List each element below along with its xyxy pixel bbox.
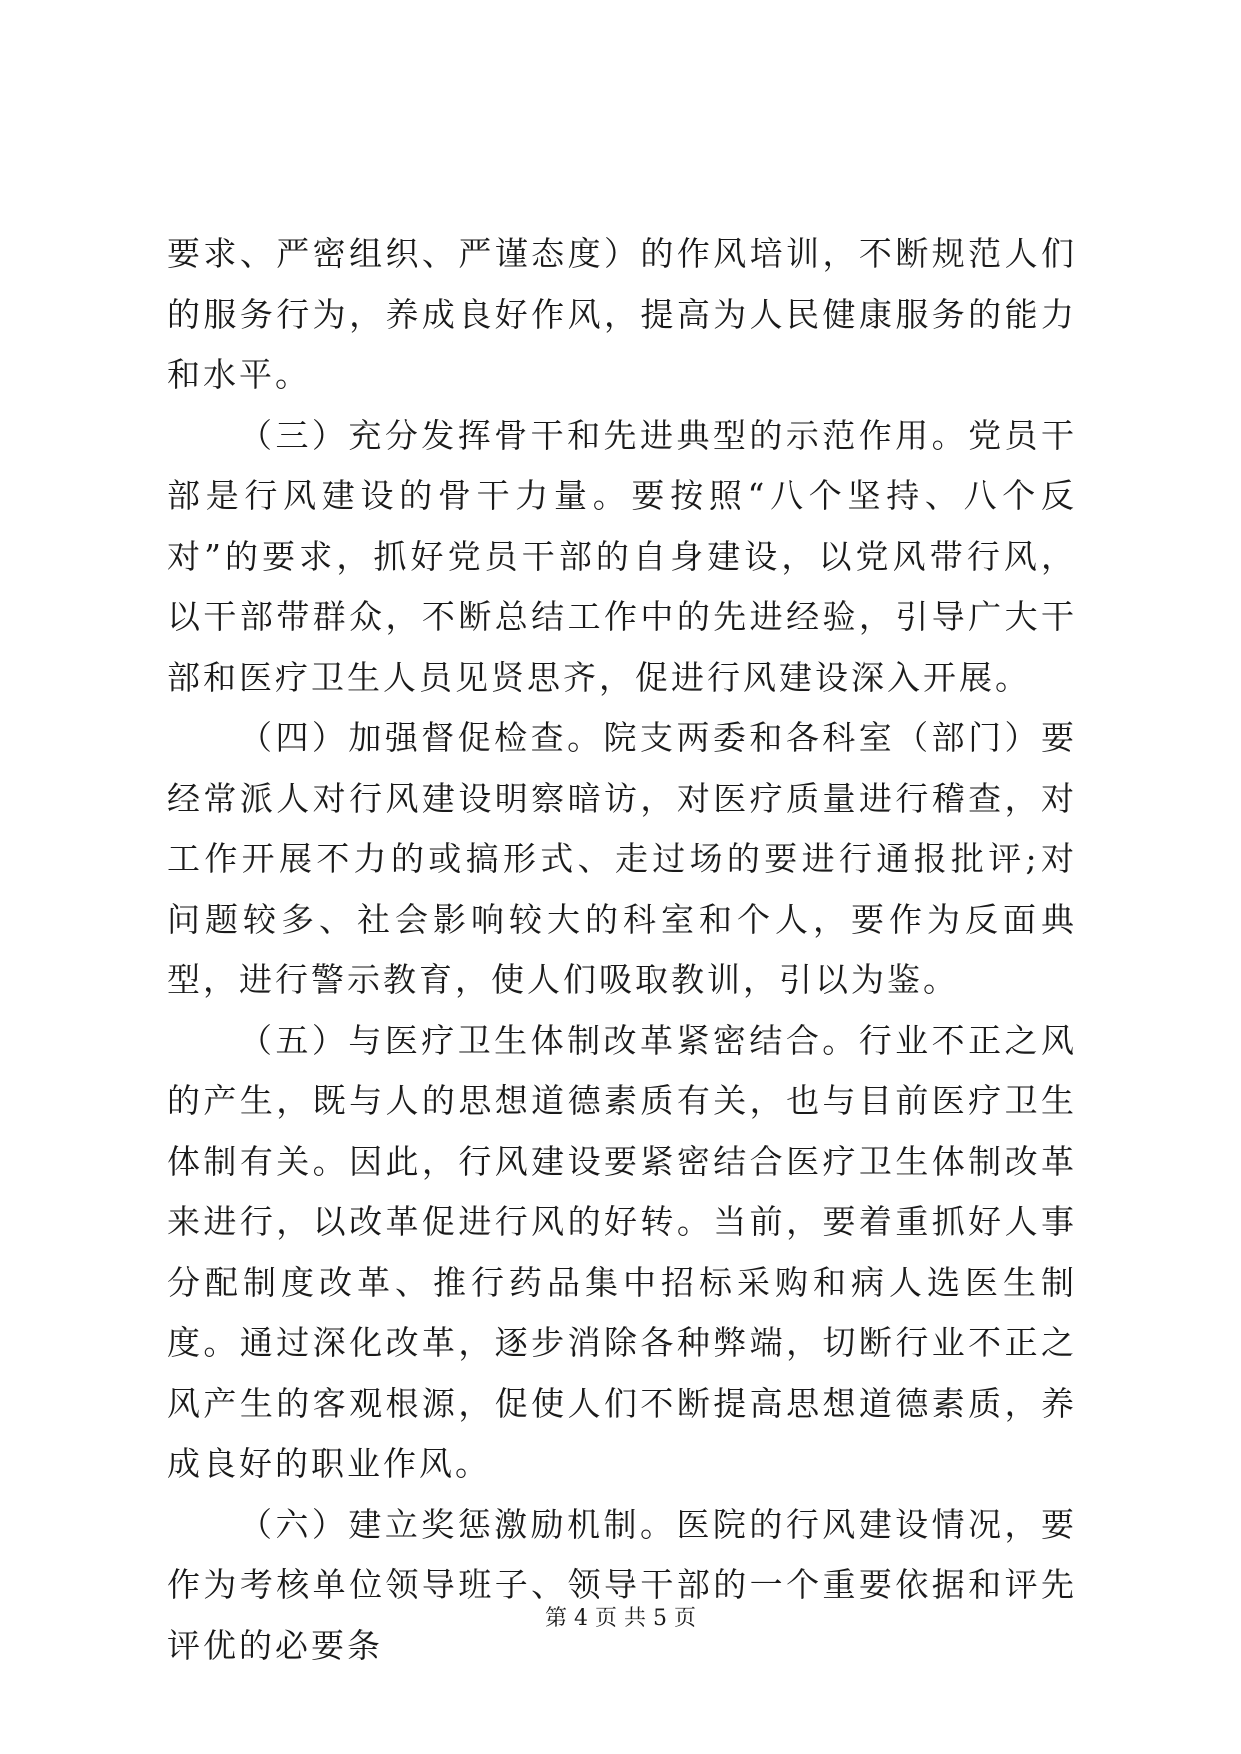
- paragraph-continuation: 要求、严密组织、严谨态度）的作风培训，不断规范人们的服务行为，养成良好作风，提高为人民健康服务的能力和水平。: [167, 234, 1077, 394]
- paragraph-section-6: （六）建立奖惩激励机制。医院的行风建设情况，要作为考核单位领导班子、领导干部的一个重要依据和评先评优的必要条: [167, 1504, 1077, 1665]
- document-body: [167, 224, 1077, 1676]
- paragraph-section-3: （三）充分发挥骨干和先进典型的示范作用。党员干部是行风建设的骨干力量。要按照“八个坚持、八个反对”的要求，抓好党员干部的自身建设，以党风带行风，以干部带群众，不断总结工作中的先进经验，引导广大干部和医疗卫生人员见贤思齐，促进行风建设深入开展。: [167, 415, 1077, 697]
- paragraph-section-5: （五）与医疗卫生体制改革紧密结合。行业不正之风的产生，既与人的思想道德素质有关，也与目前医疗卫生体制有关。因此，行风建设要紧密结合医疗卫生体制改革来进行，以改革促进行风的好转。当前，要着重抓好人事分配制度改革、推行药品集中招标采购和病人选医生制度。通过深化改革，逐步消除各种弊端，切断行业不正之风产生的客观根源，促使人们不断提高思想道德素质，养成良好的职业作风。: [167, 1020, 1077, 1483]
- paragraph-section-4: （四）加强督促检查。院支两委和各科室（部门）要经常派人对行风建设明察暗访，对医疗质量进行稽查，对工作开展不力的或搞形式、走过场的要进行通报批评;对问题较多、社会影响较大的科室和个人，要作为反面典型，进行警示教育，使人们吸取教训，引以为鉴。: [167, 718, 1077, 999]
- page-number-footer: 第 4 页 共 5 页: [545, 1606, 696, 1631]
